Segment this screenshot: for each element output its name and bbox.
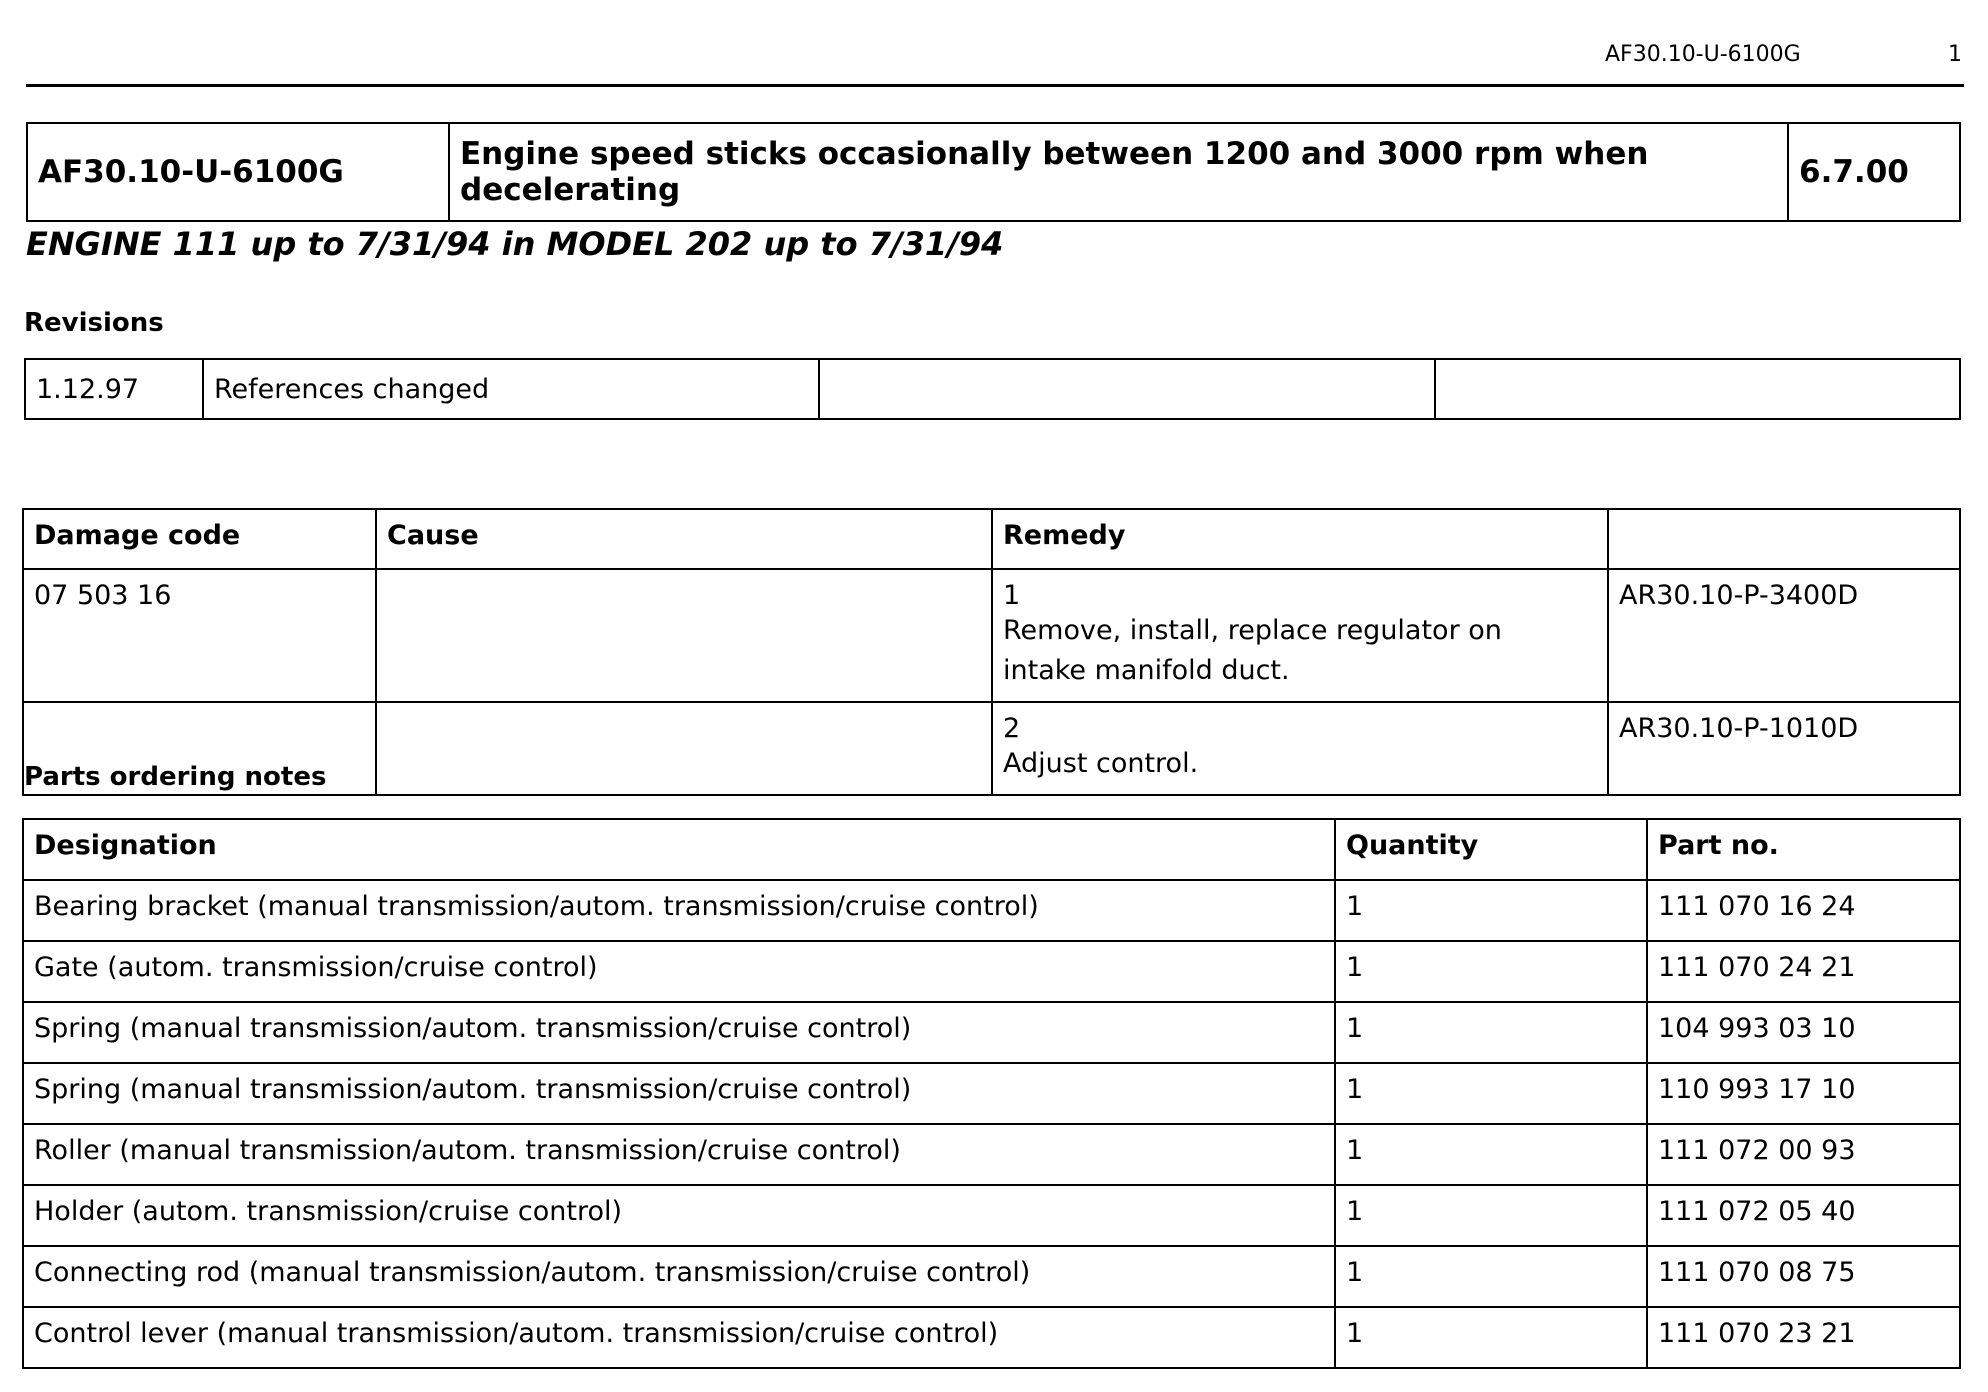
revision-text: References changed [203,359,819,419]
cause-cell [376,569,992,702]
remedy-text: Adjust control. [1003,748,1199,779]
revision-row [25,359,1960,419]
table-row [23,1185,1960,1246]
part-designation: Connecting rod (manual transmission/autom. transmission/cruise control) [23,1246,1335,1307]
remedy-cell [992,569,1608,702]
table-row [23,1246,1960,1307]
part-quantity: 1 [1335,1063,1647,1124]
remedy-reference: AR30.10-P-1010D [1608,702,1960,795]
applicability-line: ENGINE 111 up to 7/31/94 in MODEL 202 up to 7/31/94 [26,225,1004,263]
part-quantity: 1 [1335,1246,1647,1307]
revision-empty-cell [819,359,1435,419]
part-designation: Spring (manual transmission/autom. transmission/cruise control) [23,1063,1335,1124]
reference-header [1608,509,1960,569]
damage-header-row [23,509,1960,569]
part-designation: Control lever (manual transmission/autom. transmission/cruise control) [23,1307,1335,1368]
designation-header: Designation [23,819,1335,880]
remedy-header: Remedy [992,509,1608,569]
revisions-heading: Revisions [24,308,164,338]
part-quantity: 1 [1335,880,1647,941]
part-designation: Gate (autom. transmission/cruise control) [23,941,1335,1002]
revision-empty-cell [1435,359,1960,419]
part-designation: Bearing bracket (manual transmission/autom. transmission/cruise control) [23,880,1335,941]
remedy-reference: AR30.10-P-3400D [1608,569,1960,702]
remedy-number: 1 [1003,580,1021,611]
header-doc-code: AF30.10-U-6100G [1605,42,1801,67]
part-quantity: 1 [1335,941,1647,1002]
revision-date: 1.12.97 [25,359,203,419]
table-row [23,1124,1960,1185]
part-quantity: 1 [1335,1307,1647,1368]
part-number: 111 070 24 21 [1647,941,1960,1002]
part-number: 111 070 16 24 [1647,880,1960,941]
part-designation: Spring (manual transmission/autom. transmission/cruise control) [23,1002,1335,1063]
damage-code: 07 503 16 [23,569,376,702]
part-quantity: 1 [1335,1124,1647,1185]
parts-header-row [23,819,1960,880]
part-number: 104 993 03 10 [1647,1002,1960,1063]
part-no-header: Part no. [1647,819,1960,880]
part-quantity: 1 [1335,1002,1647,1063]
table-row [23,1307,1960,1368]
damage-table [22,508,1961,796]
remedy-number: 2 [1003,713,1021,744]
parts-heading: Parts ordering notes [24,762,327,792]
revisions-table [24,358,1961,420]
part-designation: Holder (autom. transmission/cruise control) [23,1185,1335,1246]
header-rule [26,84,1964,87]
parts-table [22,818,1961,1369]
quantity-header: Quantity [1335,819,1647,880]
remedy-text: Remove, install, replace regulator on intake manifold duct. [1003,615,1502,686]
damage-code-header: Damage code [23,509,376,569]
table-row [23,1002,1960,1063]
title-description: Engine speed sticks occasionally between 1200 and 3000 rpm when decelerating [449,123,1788,221]
remedy-cell [992,702,1608,795]
cause-cell [376,702,992,795]
table-row [23,880,1960,941]
part-number: 111 072 05 40 [1647,1185,1960,1246]
title-table [26,122,1961,222]
cause-header: Cause [376,509,992,569]
table-row [23,941,1960,1002]
part-quantity: 1 [1335,1185,1647,1246]
title-date: 6.7.00 [1788,123,1960,221]
table-row [23,1063,1960,1124]
part-number: 111 072 00 93 [1647,1124,1960,1185]
part-designation: Roller (manual transmission/autom. transmission/cruise control) [23,1124,1335,1185]
title-code: AF30.10-U-6100G [27,123,449,221]
part-number: 110 993 17 10 [1647,1063,1960,1124]
part-number: 111 070 08 75 [1647,1246,1960,1307]
remedy-row [23,569,1960,702]
page-number: 1 [1948,42,1962,67]
part-number: 111 070 23 21 [1647,1307,1960,1368]
